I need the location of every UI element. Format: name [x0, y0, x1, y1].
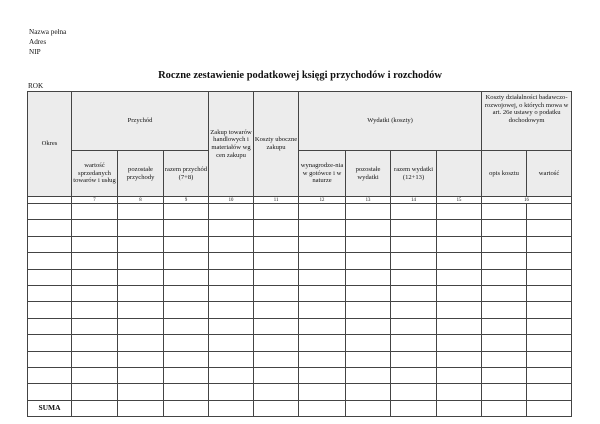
- data-cell[interactable]: [209, 253, 254, 269]
- data-cell[interactable]: [72, 318, 118, 334]
- data-cell[interactable]: [164, 220, 209, 236]
- data-cell[interactable]: [482, 367, 527, 383]
- suma-cell[interactable]: [254, 400, 299, 416]
- data-cell[interactable]: [299, 204, 346, 220]
- header-razem-przychod: razem przychód (7+8): [164, 151, 209, 197]
- data-cell[interactable]: [118, 253, 164, 269]
- suma-label: SUMA: [28, 400, 72, 416]
- data-cell[interactable]: [346, 285, 391, 301]
- data-cell[interactable]: [164, 204, 209, 220]
- data-cell[interactable]: [72, 384, 118, 400]
- data-cell[interactable]: [209, 220, 254, 236]
- data-cell[interactable]: [346, 367, 391, 383]
- table-row: [28, 253, 572, 269]
- header-wynagrodzenia: wynagrodze-nia w gotówce i w naturze: [299, 151, 346, 197]
- data-cell[interactable]: [209, 367, 254, 383]
- data-cell[interactable]: [254, 367, 299, 383]
- data-cell[interactable]: [391, 367, 437, 383]
- period-cell[interactable]: [28, 236, 72, 252]
- column-number-okres: [28, 197, 72, 204]
- year-label: ROK: [28, 82, 44, 90]
- data-cell[interactable]: [527, 269, 572, 285]
- data-cell[interactable]: [391, 285, 437, 301]
- data-cell[interactable]: [482, 285, 527, 301]
- data-cell[interactable]: [299, 236, 346, 252]
- data-cell[interactable]: [527, 204, 572, 220]
- nip-label: NIP: [29, 48, 41, 56]
- data-cell[interactable]: [346, 318, 391, 334]
- data-cell[interactable]: [437, 236, 482, 252]
- address-label: Adres: [29, 38, 47, 46]
- data-cell[interactable]: [118, 367, 164, 383]
- period-cell[interactable]: [28, 335, 72, 351]
- header-pozostale-wydatki: pozostałe wydatki: [346, 151, 391, 197]
- data-cell[interactable]: [254, 351, 299, 367]
- data-cell[interactable]: [254, 285, 299, 301]
- header-razem-wydatki: razem wydatki (12+13): [391, 151, 437, 197]
- header-zakup-towarow: Zakup towarów handlowych i materiałów wg cen zakupu: [209, 92, 254, 197]
- data-cell[interactable]: [482, 302, 527, 318]
- data-cell[interactable]: [299, 367, 346, 383]
- data-cell[interactable]: [254, 302, 299, 318]
- data-cell[interactable]: [164, 269, 209, 285]
- data-cell[interactable]: [527, 285, 572, 301]
- data-cell[interactable]: [254, 253, 299, 269]
- data-cell[interactable]: [164, 351, 209, 367]
- data-rows: [28, 204, 572, 401]
- period-cell[interactable]: [28, 384, 72, 400]
- data-cell[interactable]: [391, 351, 437, 367]
- data-cell[interactable]: [72, 269, 118, 285]
- document-title: Roczne zestawienie podatkowej księgi przychodów i rozchodów: [158, 70, 442, 81]
- data-cell[interactable]: [299, 285, 346, 301]
- data-cell[interactable]: [482, 351, 527, 367]
- data-cell[interactable]: [118, 269, 164, 285]
- data-cell[interactable]: [299, 335, 346, 351]
- data-cell[interactable]: [437, 269, 482, 285]
- header-wartosc-sprzedanych: wartość sprzedanych towarów i usług: [72, 151, 118, 197]
- data-cell[interactable]: [527, 236, 572, 252]
- header-pozostale-przychody: pozostałe przychody: [118, 151, 164, 197]
- data-cell[interactable]: [391, 204, 437, 220]
- data-cell[interactable]: [482, 269, 527, 285]
- data-cell[interactable]: [209, 351, 254, 367]
- data-cell[interactable]: [209, 384, 254, 400]
- data-cell[interactable]: [254, 236, 299, 252]
- suma-cell[interactable]: [346, 400, 391, 416]
- period-cell[interactable]: [28, 253, 72, 269]
- column-number: 7: [72, 197, 118, 204]
- data-cell[interactable]: [72, 236, 118, 252]
- suma-cell[interactable]: [527, 400, 572, 416]
- data-cell[interactable]: [72, 220, 118, 236]
- header-group-br: Koszty działalności badawczo-rozwojowej, o których mowa w art. 26e ustawy o podatku dochodowym: [482, 92, 572, 151]
- data-cell[interactable]: [346, 253, 391, 269]
- data-cell[interactable]: [164, 253, 209, 269]
- data-cell[interactable]: [437, 367, 482, 383]
- data-cell[interactable]: [299, 269, 346, 285]
- table-row: [28, 351, 572, 367]
- data-cell[interactable]: [527, 253, 572, 269]
- data-cell[interactable]: [346, 204, 391, 220]
- data-cell[interactable]: [527, 318, 572, 334]
- table-row: [28, 269, 572, 285]
- data-cell[interactable]: [118, 204, 164, 220]
- header-okres: Okres: [28, 92, 72, 197]
- column-number: 15: [437, 197, 482, 204]
- data-cell[interactable]: [72, 351, 118, 367]
- data-cell[interactable]: [482, 204, 527, 220]
- data-cell[interactable]: [164, 302, 209, 318]
- data-cell[interactable]: [254, 335, 299, 351]
- column-number: 16: [482, 197, 572, 204]
- column-number: 10: [209, 197, 254, 204]
- table-row: [28, 220, 572, 236]
- data-cell[interactable]: [209, 335, 254, 351]
- header-wartosc: wartość: [527, 151, 572, 197]
- data-cell[interactable]: [299, 318, 346, 334]
- data-cell[interactable]: [299, 351, 346, 367]
- table-row: [28, 384, 572, 400]
- data-cell[interactable]: [164, 335, 209, 351]
- data-cell[interactable]: [391, 253, 437, 269]
- data-cell[interactable]: [391, 220, 437, 236]
- data-cell[interactable]: [164, 236, 209, 252]
- data-cell[interactable]: [437, 318, 482, 334]
- header-koszty-uboczne: Koszty uboczne zakupu: [254, 92, 299, 197]
- data-cell[interactable]: [299, 302, 346, 318]
- header-group-przychod: Przychód: [72, 92, 209, 151]
- data-cell[interactable]: [346, 351, 391, 367]
- data-cell[interactable]: [391, 318, 437, 334]
- suma-cell[interactable]: [482, 400, 527, 416]
- data-cell[interactable]: [482, 236, 527, 252]
- table-row: [28, 236, 572, 252]
- data-cell[interactable]: [72, 367, 118, 383]
- data-cell[interactable]: [391, 302, 437, 318]
- period-cell[interactable]: [28, 367, 72, 383]
- data-cell[interactable]: [346, 269, 391, 285]
- header-group-wydatki: Wydatki (koszty): [299, 92, 482, 151]
- data-cell[interactable]: [254, 384, 299, 400]
- data-cell[interactable]: [118, 318, 164, 334]
- header-wydatki-blank: [437, 151, 482, 197]
- data-cell[interactable]: [118, 236, 164, 252]
- data-cell[interactable]: [482, 220, 527, 236]
- period-cell[interactable]: [28, 204, 72, 220]
- column-number: 8: [118, 197, 164, 204]
- data-cell[interactable]: [527, 351, 572, 367]
- column-number: 9: [164, 197, 209, 204]
- column-number: 13: [346, 197, 391, 204]
- period-cell[interactable]: [28, 302, 72, 318]
- suma-cell[interactable]: [437, 400, 482, 416]
- data-cell[interactable]: [118, 302, 164, 318]
- data-cell[interactable]: [299, 253, 346, 269]
- data-cell[interactable]: [391, 335, 437, 351]
- header-opis-kosztu: opis kosztu: [482, 151, 527, 197]
- company-name-label: Nazwa pełna: [29, 28, 67, 36]
- data-cell[interactable]: [209, 302, 254, 318]
- period-cell[interactable]: [28, 285, 72, 301]
- data-cell[interactable]: [437, 253, 482, 269]
- data-cell[interactable]: [437, 204, 482, 220]
- suma-cell[interactable]: [299, 400, 346, 416]
- data-cell[interactable]: [254, 220, 299, 236]
- data-cell[interactable]: [254, 204, 299, 220]
- data-cell[interactable]: [209, 318, 254, 334]
- data-cell[interactable]: [118, 335, 164, 351]
- data-cell[interactable]: [72, 253, 118, 269]
- suma-cell[interactable]: [118, 400, 164, 416]
- data-cell[interactable]: [209, 236, 254, 252]
- data-cell[interactable]: [437, 384, 482, 400]
- data-cell[interactable]: [118, 285, 164, 301]
- data-cell[interactable]: [482, 335, 527, 351]
- table-row: [28, 285, 572, 301]
- data-cell[interactable]: [346, 302, 391, 318]
- data-cell[interactable]: [482, 318, 527, 334]
- data-cell[interactable]: [299, 220, 346, 236]
- table-row: [28, 318, 572, 334]
- suma-cell[interactable]: [72, 400, 118, 416]
- data-cell[interactable]: [254, 269, 299, 285]
- data-cell[interactable]: [346, 335, 391, 351]
- data-cell[interactable]: [254, 318, 299, 334]
- period-cell[interactable]: [28, 220, 72, 236]
- data-cell[interactable]: [346, 236, 391, 252]
- table-row: [28, 335, 572, 351]
- data-cell[interactable]: [527, 220, 572, 236]
- suma-cell[interactable]: [209, 400, 254, 416]
- data-cell[interactable]: [527, 384, 572, 400]
- table-row: [28, 204, 572, 220]
- data-cell[interactable]: [437, 335, 482, 351]
- period-cell[interactable]: [28, 269, 72, 285]
- data-cell[interactable]: [164, 285, 209, 301]
- data-cell[interactable]: [437, 285, 482, 301]
- period-cell[interactable]: [28, 318, 72, 334]
- data-cell[interactable]: [118, 220, 164, 236]
- data-cell[interactable]: [299, 384, 346, 400]
- data-cell[interactable]: [391, 236, 437, 252]
- data-cell[interactable]: [527, 367, 572, 383]
- data-cell[interactable]: [391, 384, 437, 400]
- data-cell[interactable]: [164, 384, 209, 400]
- data-cell[interactable]: [209, 204, 254, 220]
- data-cell[interactable]: [437, 220, 482, 236]
- suma-cell[interactable]: [164, 400, 209, 416]
- data-cell[interactable]: [72, 285, 118, 301]
- period-cell[interactable]: [28, 351, 72, 367]
- data-cell[interactable]: [346, 384, 391, 400]
- data-cell[interactable]: [72, 204, 118, 220]
- data-cell[interactable]: [118, 384, 164, 400]
- data-cell[interactable]: [72, 335, 118, 351]
- data-cell[interactable]: [527, 335, 572, 351]
- data-cell[interactable]: [72, 302, 118, 318]
- data-cell[interactable]: [209, 269, 254, 285]
- ledger-summary-table: [27, 91, 572, 417]
- column-number: 11: [254, 197, 299, 204]
- data-cell[interactable]: [118, 351, 164, 367]
- table-row: [28, 367, 572, 383]
- data-cell[interactable]: [164, 318, 209, 334]
- data-cell[interactable]: [437, 302, 482, 318]
- column-number: 12: [299, 197, 346, 204]
- data-cell[interactable]: [527, 302, 572, 318]
- data-cell[interactable]: [209, 285, 254, 301]
- data-cell[interactable]: [164, 367, 209, 383]
- data-cell[interactable]: [482, 253, 527, 269]
- column-number: 14: [391, 197, 437, 204]
- data-cell[interactable]: [391, 269, 437, 285]
- data-cell[interactable]: [482, 384, 527, 400]
- suma-cell[interactable]: [391, 400, 437, 416]
- data-cell[interactable]: [346, 220, 391, 236]
- data-cell[interactable]: [437, 351, 482, 367]
- table-row: [28, 302, 572, 318]
